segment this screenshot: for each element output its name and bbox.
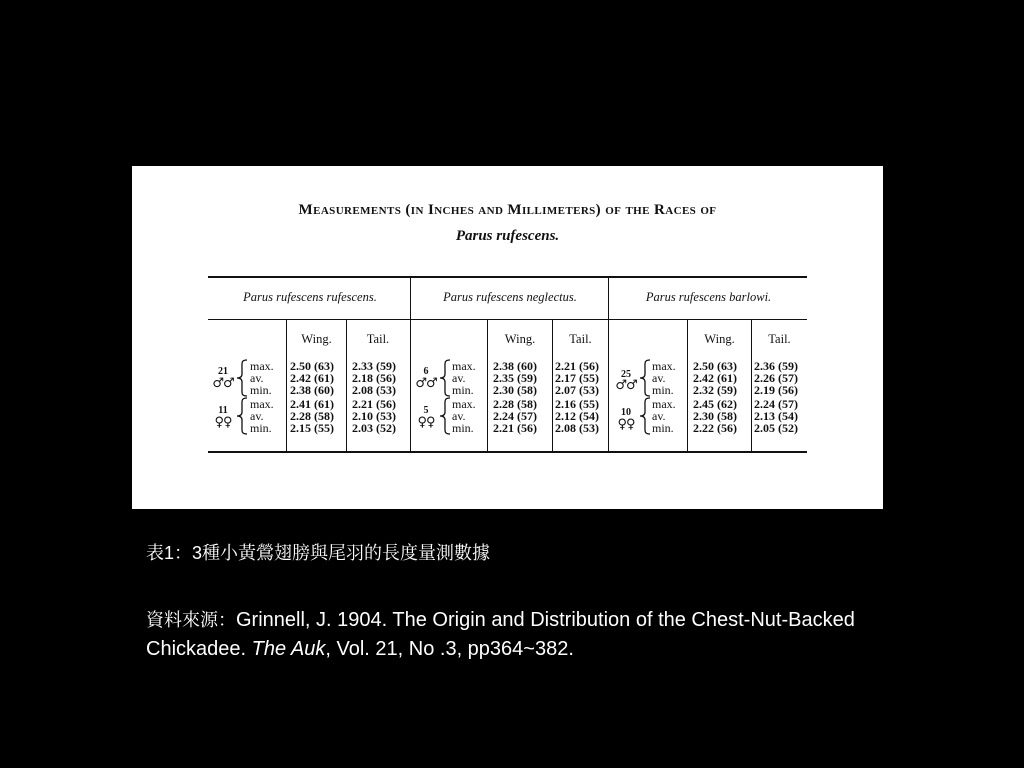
male-brace bbox=[639, 359, 651, 397]
wing-value: 2.38 (60) bbox=[493, 359, 537, 373]
caption-number: 1：3 bbox=[164, 543, 203, 563]
citation-text: Grinnell, J. 1904. The Origin and Distribution of the Chest-Nut-Backed Chickadee. bbox=[146, 609, 855, 660]
race-header-neglectus: Parus rufescens neglectus. bbox=[443, 290, 577, 304]
tail-value: 2.26 (57) bbox=[754, 371, 798, 385]
stat-label-max: max. bbox=[652, 359, 676, 373]
wing-value: 2.50 (63) bbox=[693, 359, 737, 373]
table-caption bbox=[146, 539, 490, 565]
wing-value: 2.42 (61) bbox=[290, 371, 334, 385]
stat-label-av: av. bbox=[652, 371, 666, 385]
figure-title: Measurements (in Inches and Millimeters) of the Races of bbox=[298, 202, 717, 218]
male-symbol: ♂♂ bbox=[415, 376, 437, 391]
wing-value: 2.45 (62) bbox=[693, 397, 737, 411]
caption-text: 種小黃鶯翅膀與尾羽的長度量測數據 bbox=[202, 543, 491, 564]
wing-value: 2.32 (59) bbox=[693, 383, 737, 397]
wing-value: 2.35 (59) bbox=[493, 371, 537, 385]
tail-value: 2.10 (53) bbox=[352, 409, 396, 423]
tail-value: 2.07 (53) bbox=[555, 383, 599, 397]
stat-label-av: av. bbox=[250, 409, 264, 423]
race-divider-2 bbox=[608, 278, 609, 451]
tail-value: 2.19 (56) bbox=[754, 383, 798, 397]
bottom-rule bbox=[208, 451, 807, 453]
wing-value: 2.41 (61) bbox=[290, 397, 334, 411]
tail-value: 2.12 (54) bbox=[555, 409, 599, 423]
stat-label-max: max. bbox=[250, 359, 274, 373]
male-count: 25 bbox=[621, 369, 631, 380]
stat-label-min: min. bbox=[452, 421, 474, 435]
wing-value: 2.21 (56) bbox=[493, 421, 537, 435]
tail-header: Tail. bbox=[569, 332, 592, 346]
stat-label-av: av. bbox=[250, 371, 264, 385]
stat-label-min: min. bbox=[452, 383, 474, 397]
source-citation bbox=[146, 606, 866, 664]
tail-value: 2.13 (54) bbox=[754, 409, 798, 423]
wing-header: Wing. bbox=[504, 332, 536, 346]
tail-header: Tail. bbox=[768, 332, 791, 346]
top-rule bbox=[208, 276, 807, 278]
male-count: 21 bbox=[218, 366, 228, 377]
wing-value: 2.15 (55) bbox=[290, 421, 334, 435]
wing-value: 2.50 (63) bbox=[290, 359, 334, 373]
wing-value: 2.42 (61) bbox=[693, 371, 737, 385]
stat-label-av: av. bbox=[452, 371, 466, 385]
stat-label-av: av. bbox=[652, 409, 666, 423]
female-symbol: ♀♀ bbox=[214, 415, 232, 430]
tail-value: 2.36 (59) bbox=[754, 359, 798, 373]
tail-value: 2.33 (59) bbox=[352, 359, 396, 373]
stat-label-max: max. bbox=[452, 359, 476, 373]
tail-value: 2.18 (56) bbox=[352, 371, 396, 385]
source-label: 資料來源： bbox=[146, 610, 236, 631]
tail-value: 2.16 (55) bbox=[555, 397, 599, 411]
male-count: 6 bbox=[423, 366, 429, 377]
stat-label-max: max. bbox=[652, 397, 676, 411]
figure-title-species: Parus rufescens. bbox=[455, 228, 560, 244]
caption-prefix: 表 bbox=[146, 543, 164, 564]
wing-value: 2.28 (58) bbox=[493, 397, 537, 411]
female-brace bbox=[639, 397, 651, 435]
wing-value: 2.22 (56) bbox=[693, 421, 737, 435]
tail-value: 2.08 (53) bbox=[352, 383, 396, 397]
tail-value: 2.08 (53) bbox=[555, 421, 599, 435]
wing-value: 2.30 (58) bbox=[693, 409, 737, 423]
wing-value: 2.38 (60) bbox=[290, 383, 334, 397]
stat-label-max: max. bbox=[250, 397, 274, 411]
stat-label-min: min. bbox=[250, 421, 272, 435]
female-brace bbox=[236, 397, 248, 435]
stat-label-max: max. bbox=[452, 397, 476, 411]
stat-label-av: av. bbox=[452, 409, 466, 423]
citation-details: , Vol. 21, No .3, pp364~382. bbox=[325, 638, 574, 660]
female-count: 10 bbox=[621, 407, 631, 418]
male-symbol: ♂♂ bbox=[212, 376, 234, 391]
male-brace bbox=[439, 359, 451, 397]
tail-value: 2.05 (52) bbox=[754, 421, 798, 435]
journal-name: The Auk bbox=[251, 638, 326, 660]
tail-value: 2.21 (56) bbox=[352, 397, 396, 411]
male-symbol: ♂♂ bbox=[615, 378, 637, 393]
female-brace bbox=[439, 397, 451, 435]
wing-value: 2.30 (58) bbox=[493, 383, 537, 397]
female-symbol: ♀♀ bbox=[617, 417, 635, 432]
wing-value: 2.24 (57) bbox=[493, 409, 537, 423]
female-count: 5 bbox=[423, 405, 429, 416]
female-count: 11 bbox=[218, 405, 228, 416]
table-figure bbox=[132, 166, 883, 509]
race-header-rufescens: Parus rufescens rufescens. bbox=[243, 290, 377, 304]
tail-header: Tail. bbox=[366, 332, 390, 346]
tail-value: 2.17 (55) bbox=[555, 371, 599, 385]
tail-value: 2.24 (57) bbox=[754, 397, 798, 411]
stat-label-min: min. bbox=[250, 383, 272, 397]
stat-label-min: min. bbox=[652, 421, 674, 435]
female-symbol: ♀♀ bbox=[417, 415, 435, 430]
tail-value: 2.03 (52) bbox=[352, 421, 396, 435]
stat-label-min: min. bbox=[652, 383, 674, 397]
wing-value: 2.28 (58) bbox=[290, 409, 334, 423]
male-brace bbox=[236, 359, 248, 397]
wing-header: Wing. bbox=[704, 332, 735, 346]
race-header-barlowi: Parus rufescens barlowi. bbox=[645, 290, 772, 304]
tail-value: 2.21 (56) bbox=[555, 359, 599, 373]
subheader-rule bbox=[208, 319, 807, 320]
wing-header: Wing. bbox=[301, 332, 332, 346]
